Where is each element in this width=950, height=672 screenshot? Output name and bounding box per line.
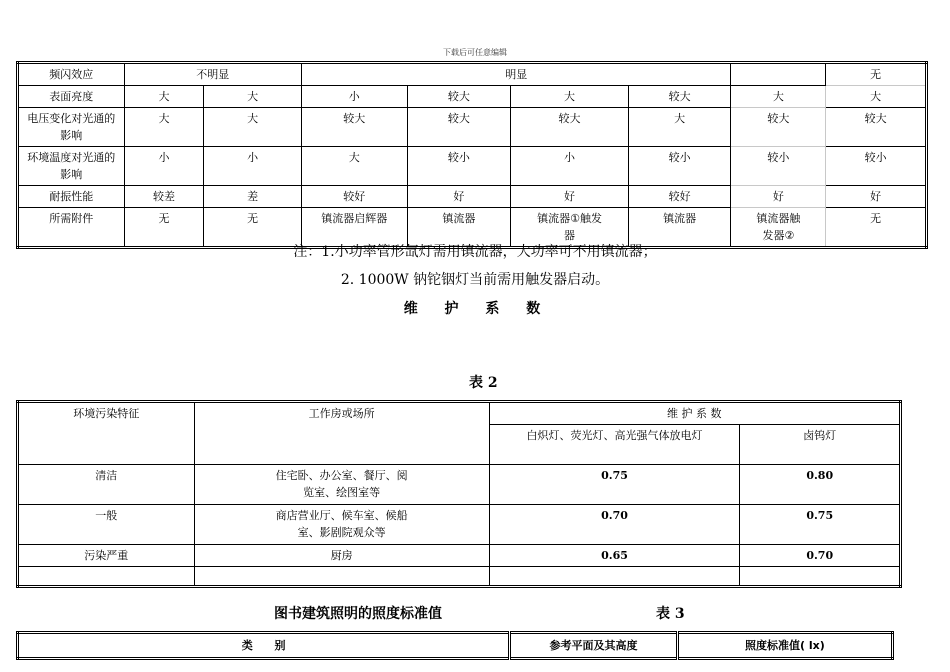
header-lamp1: 白炽灯、荧光灯、高光强气体放电灯: [489, 425, 740, 465]
table-cell: 厨房: [194, 545, 489, 567]
table-cell: 小: [301, 86, 407, 108]
table-row: [18, 567, 901, 587]
table-cell: 大: [731, 86, 826, 108]
table-cell: 大: [826, 86, 927, 108]
table-cell: 好: [511, 186, 629, 208]
table-cell: 好: [826, 186, 927, 208]
table-cell: 不明显: [124, 63, 301, 86]
header-place: 工作房或场所: [194, 402, 489, 465]
table-row: [18, 633, 893, 659]
table-cell: 较大: [511, 108, 629, 147]
table-cell: 无: [204, 208, 302, 248]
lamp-characteristics-table: [16, 61, 928, 249]
table-cell: 大: [204, 86, 302, 108]
table-cell: 较小: [407, 147, 511, 186]
table-cell: 镇流器: [407, 208, 511, 248]
table-cell: [194, 567, 489, 587]
table-cell: [740, 567, 901, 587]
table-row: [18, 86, 927, 108]
table-cell: 大: [511, 86, 629, 108]
table-cell: [731, 63, 826, 86]
table-cell: 好: [407, 186, 511, 208]
table-cell: 明显: [301, 63, 731, 86]
table-cell: 无: [826, 63, 927, 86]
header-category: 类 别: [18, 633, 510, 659]
table-cell: 较大: [628, 86, 731, 108]
table-cell: 0.75: [740, 505, 901, 545]
table-cell: 差: [204, 186, 302, 208]
table-cell: 较大: [301, 108, 407, 147]
table-cell: 镇流器: [628, 208, 731, 248]
table-row: [18, 186, 927, 208]
table-cell: 污染严重: [18, 545, 195, 567]
table-cell: 较大: [731, 108, 826, 147]
table-cell: 较好: [301, 186, 407, 208]
table-row: [18, 147, 927, 186]
table-row: [18, 108, 927, 147]
header-lamp2: 卤钨灯: [740, 425, 901, 465]
table-cell: 住宅卧、办公室、餐厅、阅览室、绘图室等: [194, 465, 489, 505]
table-cell: 清洁: [18, 465, 195, 505]
table-cell: 较大: [407, 108, 511, 147]
row-label: 环境温度对光通的影响: [18, 147, 125, 186]
table-cell: 镇流器触发器②: [731, 208, 826, 248]
table3-title: 图书建筑照明的照度标准值: [274, 606, 442, 622]
table-row: [18, 465, 901, 505]
section-title: 维 护 系 数: [403, 301, 547, 317]
header-standard: 照度标准值( lx): [677, 633, 892, 659]
table-cell: 小: [124, 147, 204, 186]
row-label: 耐振性能: [18, 186, 125, 208]
table3-caption: 表 3: [656, 606, 685, 622]
header-plane: 参考平面及其高度: [510, 633, 677, 659]
table-cell: 大: [301, 147, 407, 186]
header-env: 环境污染特征: [18, 402, 195, 465]
library-illuminance-table: [16, 631, 894, 660]
table-cell: [489, 567, 740, 587]
table-cell: 大: [204, 108, 302, 147]
table-cell: 0.65: [489, 545, 740, 567]
table-cell: 较大: [826, 108, 927, 147]
page-header-note: 下载后可任意编辑: [443, 48, 507, 57]
table-row: [18, 63, 927, 86]
table-cell: 商店营业厅、候车室、候船室、影剧院观众等: [194, 505, 489, 545]
note-line-1: 注：1.小功率管形氙灯需用镇流器，大功率可不用镇流器；: [293, 244, 657, 260]
row-label: 频闪效应: [18, 63, 125, 86]
note-line-2: 2. 1000W 钠铊铟灯当前需用触发器启动。: [340, 272, 610, 288]
table-cell: 大: [124, 86, 204, 108]
table-cell: 较大: [407, 86, 511, 108]
maintenance-factor-table: [16, 400, 902, 588]
table2-caption: 表 2: [469, 375, 498, 391]
table-cell: 镇流器启辉器: [301, 208, 407, 248]
table-cell: 0.70: [740, 545, 901, 567]
row-label: 电压变化对光通的影响: [18, 108, 125, 147]
table-cell: 大: [628, 108, 731, 147]
table-cell: 0.70: [489, 505, 740, 545]
table-cell: 小: [204, 147, 302, 186]
row-label: 所需附件: [18, 208, 125, 248]
table-row: [18, 545, 901, 567]
table-cell: 较小: [628, 147, 731, 186]
table-cell: 小: [511, 147, 629, 186]
table-cell: 大: [124, 108, 204, 147]
table-cell: 较差: [124, 186, 204, 208]
table-cell: 0.75: [489, 465, 740, 505]
header-factor: 维 护 系 数: [489, 402, 900, 425]
table-cell: 无: [826, 208, 927, 248]
table-cell: 无: [124, 208, 204, 248]
table-cell: 好: [731, 186, 826, 208]
table-cell: 较好: [628, 186, 731, 208]
table-cell: 一般: [18, 505, 195, 545]
table-row: [18, 505, 901, 545]
table-row: [18, 402, 901, 425]
table-cell: 较小: [826, 147, 927, 186]
table-cell: [18, 567, 195, 587]
row-label: 表面亮度: [18, 86, 125, 108]
table-cell: 较小: [731, 147, 826, 186]
table-cell: 镇流器①触发器: [511, 208, 629, 248]
table-cell: 0.80: [740, 465, 901, 505]
